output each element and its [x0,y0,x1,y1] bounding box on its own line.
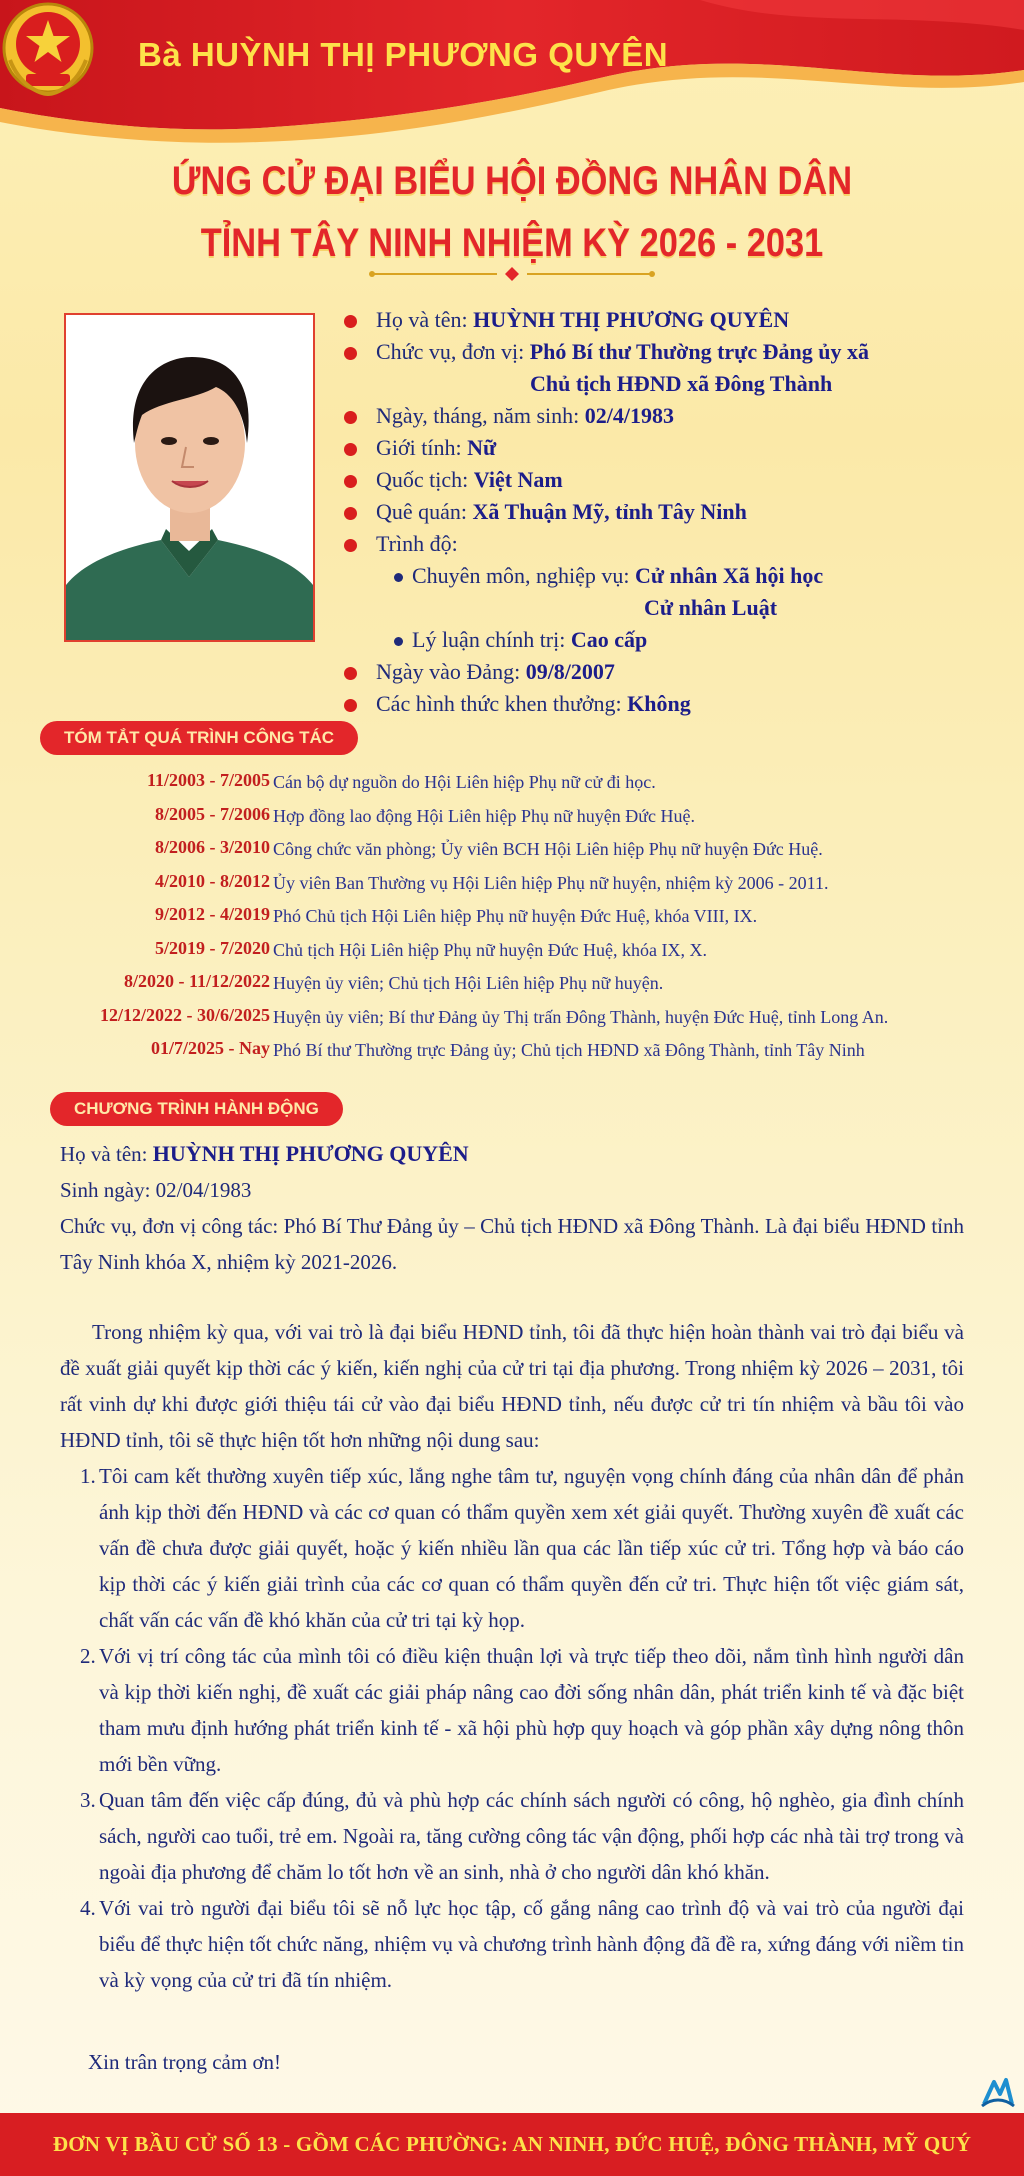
item-text: Tôi cam kết thường xuyên tiếp xúc, lắng nghe tâm tư, nguyện vọng chính đáng của nhân dân để phản ánh kịp thời đến HĐND và các cơ quan có thẩm quyền xem xét giải quyết. Thường xuyên đề xuất các vấn đề chưa được giải quyết, hoặc ý kiến nhiều lần qua các lần tiếp xúc cử tri. Tổng hợp và báo cáo kịp thời các ý kiến giải trình của các cơ quan có thẩm quyền đến cử tri. Thực hiện tốt việc giám sát, chất vấn các vấn đề khó khăn của cử tri tại kỳ họp. [99,1464,964,1632]
career-row [30,867,1010,901]
career-row [30,833,1010,867]
career-description: Phó Bí thư Thường trực Đảng ủy; Chủ tịch HĐND xã Đông Thành, tỉnh Tây Ninh [273,1040,865,1060]
info-politics: Lý luận chính trị: Cao cấp [342,624,1002,656]
career-date: 4/2010 - 8/2012 [155,870,270,891]
career-description: Cán bộ dự nguồn do Hội Liên hiệp Phụ nữ cử đi học. [273,772,656,792]
info-position: Chức vụ, đơn vị: Phó Bí thư Thường trực Đảng ủy xã [342,336,1002,368]
info-dob: Ngày, tháng, năm sinh: 02/4/1983 [342,400,1002,432]
item-text: Với vị trí công tác của mình tôi có điều kiện thuận lợi và trực tiếp theo dõi, nắm tình hình người dân và kịp thời kiến nghị, đề xuất các giải pháp nâng cao đời sống nhân dân, phát triển kinh tế và đặc biệt tham mưu định hướng phát triển kinh tế - xã hội phù hợp quy hoạch và góp phần xây dựng nông thôn mới bền vững. [99,1644,964,1776]
career-description: Huyện ủy viên; Bí thư Đảng ủy Thị trấn Đông Thành, huyện Đức Huệ, tỉnh Long An. [273,1006,889,1027]
header-wave-background [0,0,1024,150]
career-description: Ủy viên Ban Thường vụ Hội Liên hiệp Phụ nữ huyện, nhiệm kỳ 2006 - 2011. [273,872,829,893]
info-gender: Giới tính: Nữ [342,432,1002,464]
career-row [30,967,1010,1001]
program-name-line: Họ và tên: HUỲNH THỊ PHƯƠNG QUYÊN [60,1141,469,1166]
program-commitments-list [60,1458,964,1998]
career-row [30,934,1010,968]
program-heading-badge: CHƯƠNG TRÌNH HÀNH ĐỘNG [50,1092,343,1126]
career-heading-badge: TÓM TẮT QUÁ TRÌNH CÔNG TÁC [40,721,358,755]
item-number: 1. [80,1464,96,1488]
program-intro: Trong nhiệm kỳ qua, với vai trò là đại biểu HĐND tỉnh, tôi đã thực hiện hoàn thành vai trò đại biểu và đề xuất giải quyết kịp thời các ý kiến, kiến nghị của cử tri tại địa phương. Trong nhiệm kỳ 2026 – 2031, tôi rất vinh dự khi được giới thiệu tái cử vào đại biểu HĐND tỉnh, nếu được cử tri tín nhiệm và bầu tôi vào HĐND tỉnh, tôi sẽ thực hiện tốt hơn những nội dung sau: [60,1320,964,1452]
info-party-date: Ngày vào Đảng: 09/8/2007 [342,656,1002,688]
career-row [30,1034,1010,1068]
footer-electoral-unit: ĐƠN VỊ BẦU CỬ SỐ 13 - GỒM CÁC PHƯỜNG: AN NINH, ĐỨC HUỆ, ĐÔNG THÀNH, MỸ QUÝ [0,2113,1024,2176]
info-awards: Các hình thức khen thưởng: Không [342,688,1002,720]
info-full-name: Họ và tên: HUỲNH THỊ PHƯƠNG QUYÊN [342,304,1002,336]
career-row [30,800,1010,834]
program-commitment-item [60,1458,964,1638]
info-position-line2: Chủ tịch HĐND xã Đông Thành [530,371,833,396]
header-banner [0,0,1024,150]
portrait-illustration [66,315,313,640]
career-date: 5/2019 - 7/2020 [155,937,270,958]
career-timeline [30,766,1010,1068]
career-date: 11/2003 - 7/2005 [146,770,270,790]
info-education: Trình độ: [342,528,1002,560]
thanks-line: Xin trân trọng cảm ơn! [88,2050,282,2074]
career-date: 8/2005 - 7/2006 [155,803,270,824]
career-date: 12/12/2022 - 30/6/2025 [100,1004,270,1025]
item-number: 2. [80,1644,96,1668]
career-date: 01/7/2025 - Nay [151,1038,270,1058]
program-commitment-item [60,1782,964,1890]
item-text: Với vai trò người đại biểu tôi sẽ nỗ lực học tập, cố gắng nâng cao trình độ và vai trò của người đại biểu để thực hiện tốt chức năng, nhiệm vụ và chương trình hành động đã đề ra, xứng đáng với niềm tin và kỳ vọng của cử tri đã tín nhiệm. [99,1896,964,1992]
career-description: Công chức văn phòng; Ủy viên BCH Hội Liên hiệp Phụ nữ huyện Đức Huệ. [273,839,823,859]
page-title [72,150,953,274]
item-number: 4. [80,1896,96,1920]
career-date: 9/2012 - 4/2019 [155,904,270,924]
candidate-info-list [342,304,1002,720]
title-divider-ornament [362,266,662,282]
program-dob-line: Sinh ngày: 02/04/1983 [60,1178,252,1202]
program-commitment-item [60,1638,964,1782]
publisher-logo-icon [980,2072,1016,2108]
program-position-line: Chức vụ, đơn vị công tác: Phó Bí Thư Đảng ủy – Chủ tịch HĐND xã Đông Thành. Là đại biểu HĐND tỉnh Tây Ninh khóa X, nhiệm kỳ 2021-2026. [60,1214,964,1274]
career-description: Huyện ủy viên; Chủ tịch Hội Liên hiệp Phụ nữ huyện. [273,973,664,993]
national-emblem-icon [0,0,96,100]
header-candidate-name: Bà HUỲNH THỊ PHƯƠNG QUYÊN [138,36,669,73]
career-description: Chủ tịch Hội Liên hiệp Phụ nữ huyện Đức Huệ, khóa IX, X. [273,939,707,960]
career-row [30,766,1010,800]
candidate-portrait [64,313,315,642]
item-text: Quan tâm đến việc cấp đúng, đủ và phù hợp các chính sách người có công, hộ nghèo, gia đình chính sách, người cao tuổi, trẻ em. Ngoài ra, tăng cường công tác vận động, phối hợp các nhà tài trợ trong và ngoài địa phương để chăm lo tốt hơn về an sinh, nhà ở cho người dân khó khăn. [99,1788,964,1884]
item-number: 3. [80,1788,96,1812]
career-description: Hợp đồng lao động Hội Liên hiệp Phụ nữ huyện Đức Huệ. [273,805,695,826]
info-expertise-line2: Cử nhân Luật [644,595,778,620]
info-nationality: Quốc tịch: Việt Nam [342,464,1002,496]
program-commitment-item [60,1890,964,1998]
info-expertise: Chuyên môn, nghiệp vụ: Cử nhân Xã hội học [342,560,1002,592]
info-hometown: Quê quán: Xã Thuận Mỹ, tỉnh Tây Ninh [342,496,1002,528]
career-date: 8/2020 - 11/12/2022 [123,971,270,991]
title-line-2: TỈNH TÂY NINH NHIỆM KỲ 2026 - 2031 [200,221,824,265]
title-line-1: ỨNG CỬ ĐẠI BIỂU HỘI ĐỒNG NHÂN DÂN [171,159,853,203]
career-row [30,1001,1010,1035]
career-date: 8/2006 - 3/2010 [155,837,270,857]
career-description: Phó Chủ tịch Hội Liên hiệp Phụ nữ huyện Đức Huệ, khóa VIII, IX. [273,906,758,926]
action-program [60,1136,964,1998]
career-row [30,900,1010,934]
